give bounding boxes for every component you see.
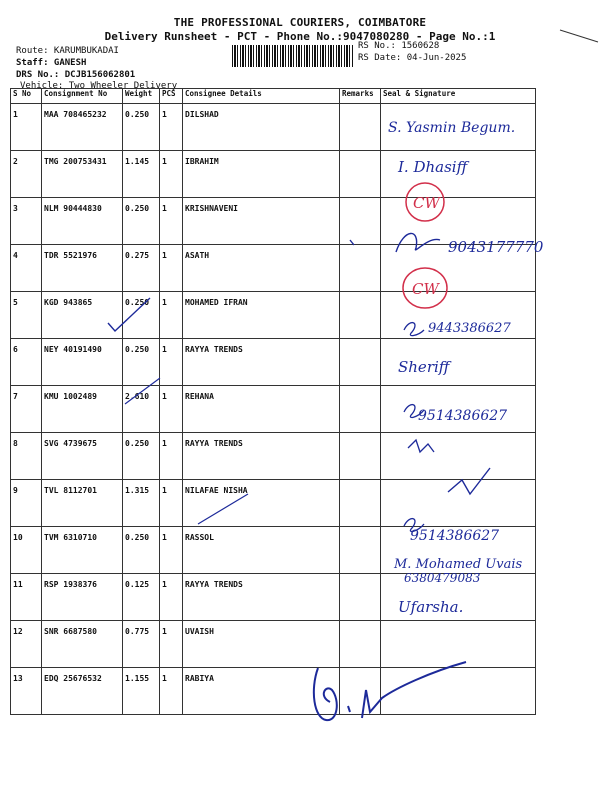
drs-number: DRS No.: DCJB156062801 [16, 70, 136, 80]
cell-weight: 0.250 [123, 198, 160, 245]
signature-row7: Sheriff [398, 358, 450, 376]
cell-signature [381, 198, 536, 245]
cell-pcs: 1 [160, 198, 183, 245]
cell-sno: 8 [11, 433, 42, 480]
cell-consignment: SVG 4739675 [42, 433, 123, 480]
col-sno: S No [11, 89, 42, 104]
signature-row12-name: M. Mohamed Uvais [394, 557, 523, 572]
cell-pcs: 1 [160, 527, 183, 574]
cell-weight: 0.775 [123, 621, 160, 668]
cell-sno: 11 [11, 574, 42, 621]
cell-weight: 2.610 [123, 386, 160, 433]
runsheet-subtitle: Delivery Runsheet - PCT - Phone No.:9047080280 - Page No.:1 [104, 30, 496, 43]
cell-consignment: MAA 708465232 [42, 104, 123, 151]
table-row [11, 527, 536, 574]
cell-consignee: KRISHNAVENI [183, 198, 340, 245]
cell-weight: 0.250 [123, 292, 160, 339]
signature-row13: Ufarsha. [398, 598, 464, 616]
runsheet-table [10, 88, 536, 715]
cell-weight: 0.250 [123, 527, 160, 574]
cell-remarks [340, 245, 381, 292]
cell-consignee: MOHAMED IFRAN [183, 292, 340, 339]
cell-pcs: 1 [160, 292, 183, 339]
signature-row4-phone: 9043177770 [448, 238, 544, 256]
signature-row11-phone: 9514386627 [410, 528, 500, 544]
cell-pcs: 1 [160, 574, 183, 621]
cell-consignee: REHANA [183, 386, 340, 433]
signature-row8-phone: 9514386627 [418, 408, 508, 424]
cell-signature [381, 621, 536, 668]
stamp-text-row3: CW [413, 194, 440, 212]
cell-consignee: RASSOL [183, 527, 340, 574]
cell-remarks [340, 433, 381, 480]
cell-signature [381, 151, 536, 198]
cell-sno: 9 [11, 480, 42, 527]
table-row [11, 386, 536, 433]
cell-sno: 3 [11, 198, 42, 245]
cell-signature [381, 386, 536, 433]
cell-weight: 0.275 [123, 245, 160, 292]
cell-consignee: IBRAHIM [183, 151, 340, 198]
cell-remarks [340, 198, 381, 245]
cell-consignment: TVM 6310710 [42, 527, 123, 574]
table-row [11, 574, 536, 621]
stamp-text-row5: CW [412, 280, 439, 298]
cell-signature [381, 292, 536, 339]
cell-pcs: 1 [160, 480, 183, 527]
col-consignment: Consignment No [42, 89, 123, 104]
cell-remarks [340, 151, 381, 198]
company-title: THE PROFESSIONAL COURIERS, COIMBATORE [173, 16, 427, 29]
cell-consignment: TDR 5521976 [42, 245, 123, 292]
rs-number: RS No.: 1560628 [358, 41, 440, 51]
table-row [11, 668, 536, 715]
cell-remarks [340, 621, 381, 668]
cell-sno: 6 [11, 339, 42, 386]
signature-row2: I. Dhasiff [398, 158, 468, 176]
cell-consignment: EDQ 25676532 [42, 668, 123, 715]
signature-row1: S. Yasmin Begum. [388, 120, 516, 136]
cell-pcs: 1 [160, 433, 183, 480]
barcode-image [232, 45, 354, 67]
cell-remarks [340, 527, 381, 574]
cell-signature [381, 480, 536, 527]
cell-sno: 7 [11, 386, 42, 433]
cell-signature [381, 104, 536, 151]
col-weight: Weight [123, 89, 160, 104]
col-consignee: Consignee Details [183, 89, 340, 104]
cell-consignee: DILSHAD [183, 104, 340, 151]
cell-remarks [340, 574, 381, 621]
table-row [11, 339, 536, 386]
cell-signature [381, 574, 536, 621]
cell-pcs: 1 [160, 151, 183, 198]
cell-sno: 5 [11, 292, 42, 339]
cell-weight: 0.250 [123, 433, 160, 480]
cell-weight: 0.125 [123, 574, 160, 621]
table-row [11, 292, 536, 339]
cell-consignee: RAYYA TRENDS [183, 433, 340, 480]
cell-sno: 12 [11, 621, 42, 668]
cell-consignment: NLM 90444830 [42, 198, 123, 245]
staff-label: Staff: GANESH [16, 58, 87, 68]
cell-consignment: NEY 40191490 [42, 339, 123, 386]
cell-weight: 1.155 [123, 668, 160, 715]
cell-pcs: 1 [160, 668, 183, 715]
table-row [11, 151, 536, 198]
cell-remarks [340, 480, 381, 527]
cell-pcs: 1 [160, 104, 183, 151]
cell-pcs: 1 [160, 386, 183, 433]
table-row [11, 104, 536, 151]
cell-pcs: 1 [160, 245, 183, 292]
cell-weight: 0.250 [123, 104, 160, 151]
cell-consignee: RABIYA [183, 668, 340, 715]
cell-consignment: TMG 200753431 [42, 151, 123, 198]
cell-sno: 1 [11, 104, 42, 151]
cell-sno: 2 [11, 151, 42, 198]
cell-sno: 10 [11, 527, 42, 574]
cell-remarks [340, 292, 381, 339]
cell-consignment: SNR 6687580 [42, 621, 123, 668]
route-label: Route: KARUMBUKADAI [16, 46, 119, 56]
cell-pcs: 1 [160, 621, 183, 668]
col-signature: Seal & Signature [381, 89, 536, 104]
cell-weight: 1.145 [123, 151, 160, 198]
cell-pcs: 1 [160, 339, 183, 386]
cell-consignee: UVAISH [183, 621, 340, 668]
cell-consignment: KGD 943865 [42, 292, 123, 339]
table-row [11, 480, 536, 527]
cell-consignee: NILAFAE NISHA [183, 480, 340, 527]
col-remarks: Remarks [340, 89, 381, 104]
table-header-row [11, 89, 536, 104]
cell-weight: 1.315 [123, 480, 160, 527]
cell-consignment: KMU 1002489 [42, 386, 123, 433]
cell-signature [381, 433, 536, 480]
cell-consignment: TVL 8112701 [42, 480, 123, 527]
signature-row6-phone: 9443386627 [428, 321, 511, 336]
cell-sno: 4 [11, 245, 42, 292]
signature-row12-phone: 6380479083 [404, 571, 481, 585]
col-pcs: PCS [160, 89, 183, 104]
cell-remarks [340, 104, 381, 151]
table-row [11, 621, 536, 668]
cell-weight: 0.250 [123, 339, 160, 386]
cell-remarks [340, 386, 381, 433]
cell-consignee: RAYYA TRENDS [183, 339, 340, 386]
cell-consignee: ASATH [183, 245, 340, 292]
table-row [11, 198, 536, 245]
rs-date: RS Date: 04-Jun-2025 [358, 53, 467, 63]
cell-signature [381, 245, 536, 292]
vehicle-label: Vehicle: Two Wheeler Delivery [20, 81, 178, 91]
table-row [11, 433, 536, 480]
cell-signature [381, 339, 536, 386]
cell-sno: 13 [11, 668, 42, 715]
cell-signature [381, 668, 536, 715]
cell-remarks [340, 668, 381, 715]
cell-consignee: RAYYA TRENDS [183, 574, 340, 621]
cell-signature [381, 527, 536, 574]
table-row [11, 245, 536, 292]
cell-remarks [340, 339, 381, 386]
cell-consignment: RSP 1938376 [42, 574, 123, 621]
